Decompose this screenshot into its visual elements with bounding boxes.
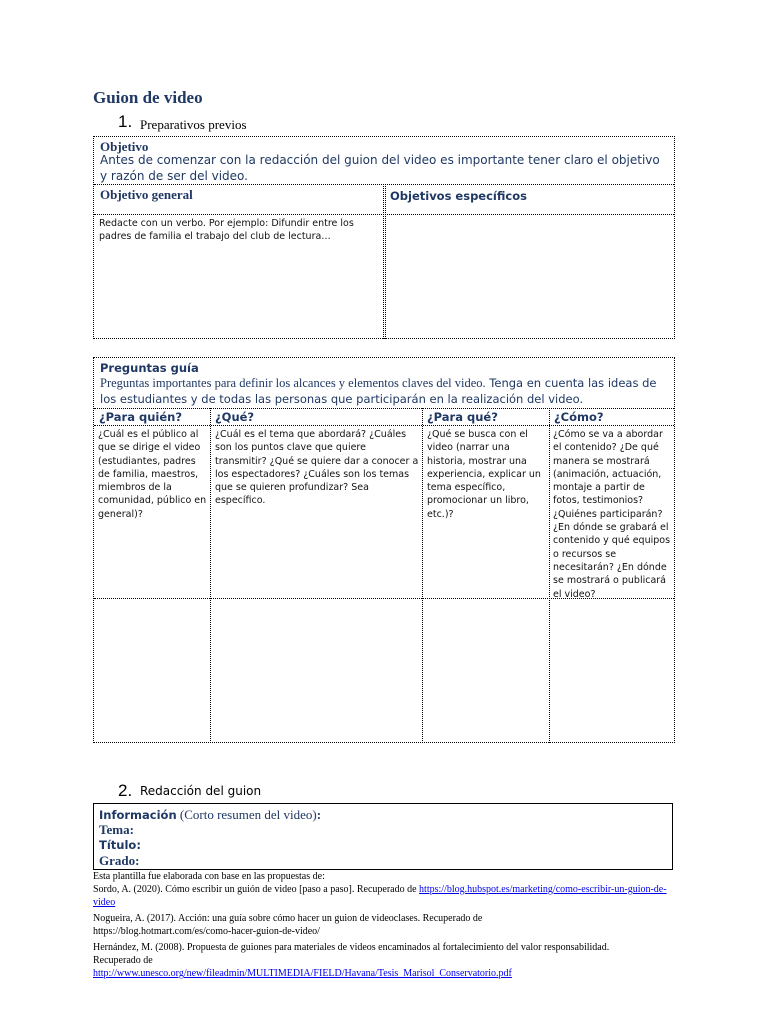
- info-colon: :: [316, 807, 322, 822]
- divider: [94, 408, 674, 409]
- grado-label: Grado:: [99, 853, 140, 868]
- divider: [94, 184, 674, 185]
- section-2-heading: [118, 781, 262, 801]
- objetivo-table: [93, 136, 675, 339]
- column-header-como: ¿Cómo?: [554, 410, 604, 424]
- objetivos-especificos-header: Objetivos específicos: [390, 189, 527, 203]
- reference-nogueira: Nogueira, A. (2017). Acción: una guía sobre cómo hacer un guion de videoclases. Recuperado de https://blog.hotmart.com/es/como-hacer-guion-de-video/: [93, 913, 483, 937]
- column-header-para-quien: ¿Para quién?: [99, 410, 183, 424]
- divider: [422, 408, 423, 743]
- section-1-heading: [118, 112, 247, 132]
- references-intro: Esta plantilla fue elaborada con base en las propuestas de:: [93, 871, 325, 882]
- column-header-para-que: ¿Para qué?: [427, 410, 498, 424]
- reference-hernandez-link-line: [93, 967, 693, 980]
- info-note: (Corto resumen del video): [176, 807, 317, 822]
- info-box: [93, 803, 673, 870]
- reference-sordo-text: Sordo, A. (2020). Cómo escribir un guión de video [paso a paso]. Recuperado de: [93, 884, 420, 895]
- page-title: Guion de video: [93, 88, 203, 107]
- divider: [210, 408, 211, 743]
- info-label: Información: [99, 808, 177, 822]
- section-2-label: Redacción del guion: [140, 784, 262, 798]
- hint-para-quien: ¿Cuál es el público al que se dirige el video (estudiantes, padres de familia, maestros, miembros de la comunidad, público en general)?: [98, 429, 207, 520]
- objetivo-general-hint: Redacte con un verbo. Por ejemplo: Difundir entre los padres de familia el trabajo del club de lectura…: [99, 218, 354, 243]
- tema-label: Tema:: [99, 822, 134, 837]
- hint-como: ¿Cómo se va a abordar el contenido? ¿De qué manera se mostrará (animación, actuación, montaje a partir de fotos, testimonios? ¿Quiénes participarán? ¿En dónde se grabará el contenido y qué equipos o recursos se necesitarán? ¿En dónde se mostrará o publicará el video?: [553, 429, 671, 600]
- column-header-que: ¿Qué?: [215, 410, 255, 424]
- reference-hernandez: Hernández, M. (2008). Propuesta de guiones para materiales de videos encaminados al fortalecimiento del valor responsabilidad. Recuperado de: [93, 942, 610, 966]
- preguntas-guia-intro-sans: Tenga en cuenta las ideas de los estudiantes y de todas las personas que participarán en la realización del video.: [100, 376, 657, 406]
- divider: [94, 214, 674, 215]
- section-1-number: 1.: [118, 112, 133, 131]
- reference-sordo: [93, 883, 673, 909]
- divider: [94, 425, 674, 426]
- objetivo-general-header: Objetivo general: [100, 187, 193, 202]
- titulo-label: Título:: [99, 838, 141, 852]
- section-2-number: 2.: [118, 781, 133, 800]
- preguntas-guia-table: [93, 357, 675, 743]
- divider: [385, 184, 386, 339]
- objetivo-heading: Objetivo: [100, 139, 149, 154]
- preguntas-guia-intro-serif: Preguntas importantes para definir los alcances y elementos claves del video.: [100, 376, 486, 390]
- preguntas-guia-intro: [100, 376, 670, 407]
- objetivo-description: Antes de comenzar con la redacción del guion del video es importante tener claro el objetivo y razón de ser del video.: [100, 153, 660, 183]
- reference-hernandez-link[interactable]: http://www.unesco.org/new/fileadmin/MULTIMEDIA/FIELD/Havana/Tesis_Marisol_Conservatorio.pdf: [93, 968, 512, 979]
- divider: [549, 408, 550, 743]
- hint-que: ¿Cuál es el tema que abordará? ¿Cuáles son los puntos clave que quiere transmitir? ¿Qué se quiere dar a conocer a los espectadores? ¿Cuáles son los temas que se quieren profundizar? Sea específico.: [215, 429, 419, 507]
- preguntas-guia-heading: Preguntas guía: [100, 361, 199, 375]
- section-1-label: Preparativos previos: [140, 117, 247, 132]
- hint-para-que: ¿Qué se busca con el video (narrar una historia, mostrar una experiencia, explicar un tema específico, promocionar un libro, etc.)?: [427, 429, 541, 520]
- divider: [383, 184, 384, 339]
- reference-sordo-link[interactable]: https://blog.hubspot.es/marketing/como-escribir-un-guion-de-video: [93, 884, 667, 908]
